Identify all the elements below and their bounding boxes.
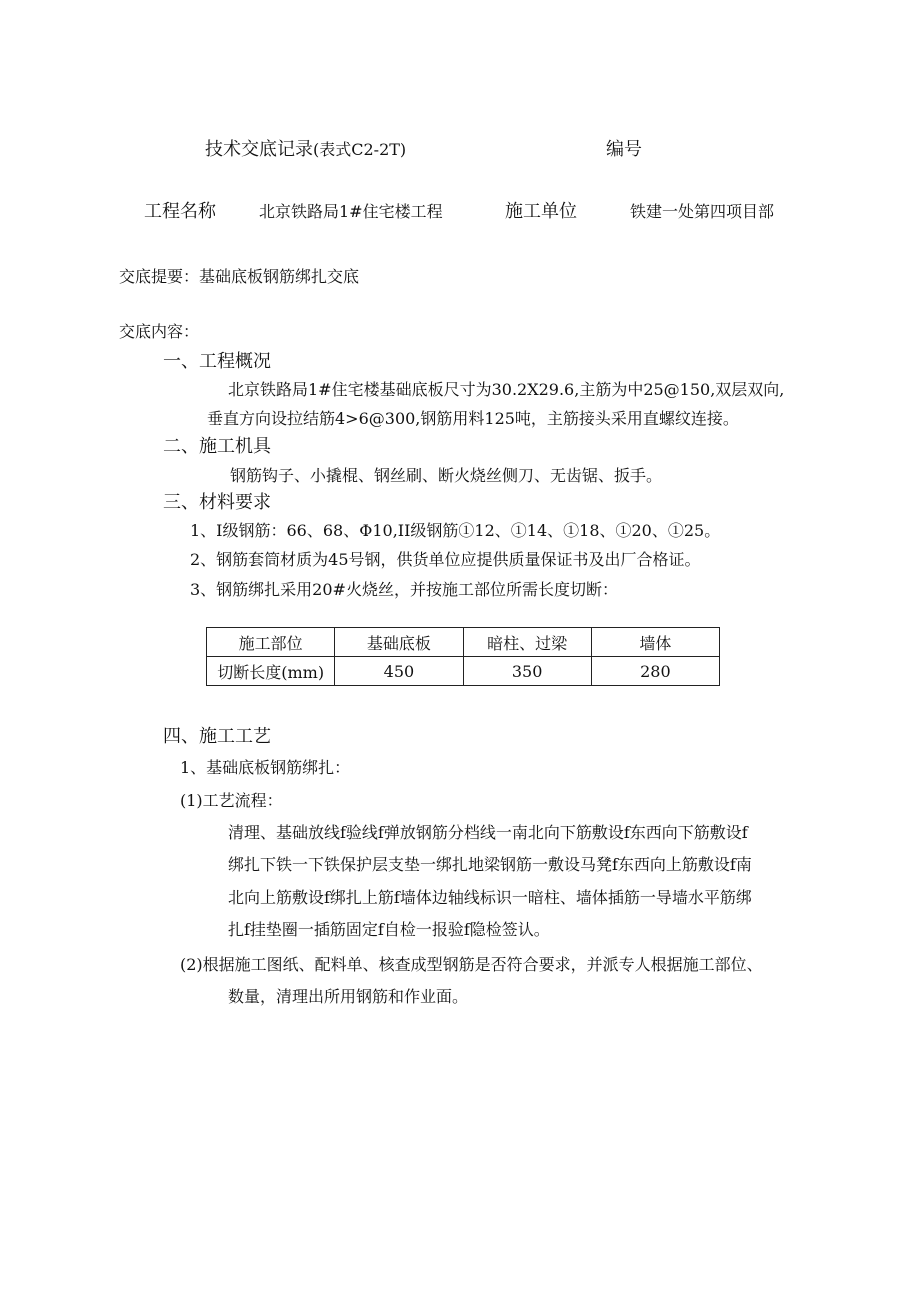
process-flow-label: (1)工艺流程： (180, 791, 283, 810)
cut-length-table (206, 627, 720, 686)
summary-value: 基础底板钢筋绑扎交底 (199, 267, 360, 286)
table-cell: 350 (463, 657, 591, 686)
section-2-heading: 二、施工机具 (163, 436, 271, 457)
document-title (205, 135, 406, 161)
section-3-item-1: 1、I级钢筋：66、68、Φ10,II级钢筋①12、①14、①18、①20、①25。 (190, 521, 721, 540)
section-1-line-2: 垂直方向设拉结筋4>6@300,钢筋用料125吨，主筋接头采用直螺纹连接。 (207, 409, 739, 428)
summary-label: 交底提要： (119, 267, 200, 286)
section-3-item-3: 3、钢筋绑扎采用20#火烧丝，并按施工部位所需长度切断： (190, 580, 618, 599)
summary-line (119, 264, 359, 287)
table-header-cell: 墙体 (591, 628, 719, 657)
project-name-label: 工程名称 (144, 201, 216, 222)
section-3-item-2: 2、钢筋套筒材质为45号钢，供货单位应提供质量保证书及出厂合格证。 (190, 550, 701, 569)
title-text: 技术交底记录 (205, 139, 313, 160)
construction-unit-value: 铁建一处第四项目部 (630, 202, 775, 221)
section-4-sub-1: 1、基础底板钢筋绑扎： (180, 758, 351, 777)
preparation-line-2: 数量，清理出所用钢筋和作业面。 (228, 987, 469, 1006)
section-3-heading: 三、材料要求 (163, 492, 271, 513)
table-cell: 切断长度(mm) (207, 657, 335, 686)
preparation-line-1: (2)根据施工图纸、配料单、核查成型钢筋是否符合要求，并派专人根据施工部位、 (180, 955, 763, 974)
process-flow-line-3: 北向上筋敷设f绑扎上筋f墙体边轴线标识一暗柱、墙体插筋一导墙水平筋绑 (228, 888, 752, 907)
table-header-row (207, 628, 720, 657)
table-cell: 450 (335, 657, 463, 686)
table-header-cell: 施工部位 (207, 628, 335, 657)
section-2-line: 钢筋钩子、小撬棍、钢丝刷、断火烧丝侧刀、无齿锯、扳手。 (230, 466, 663, 485)
content-label: 交底内容： (119, 322, 200, 341)
section-1-line-1: 北京铁路局1#住宅楼基础底板尺寸为30.2X29.6,主筋为中25@150,双层双向, (228, 380, 785, 399)
table-header-cell: 基础底板 (335, 628, 463, 657)
section-1-heading: 一、工程概况 (163, 351, 271, 372)
table-cell: 280 (591, 657, 719, 686)
project-name-value: 北京铁路局1#住宅楼工程 (259, 202, 443, 221)
section-4-heading: 四、施工工艺 (163, 726, 271, 747)
process-flow-line-2: 绑扎下铁一下铁保护层支垫一绑扎地梁钢筋一敷设马凳f东西向上筋敷设f南 (228, 855, 752, 874)
table-header-cell: 暗柱、过梁 (463, 628, 591, 657)
number-label: 编号 (606, 139, 642, 160)
process-flow-line-1: 清理、基础放线f验线f弹放钢筋分档线一南北向下筋敷设f东西向下筋敷设f (228, 823, 748, 842)
table-row (207, 657, 720, 686)
process-flow-line-4: 扎f挂垫圈一插筋固定f自检一报验f隐检签认。 (228, 920, 550, 939)
construction-unit-label: 施工单位 (505, 201, 577, 222)
form-code: (表式C2-2T) (313, 140, 407, 159)
